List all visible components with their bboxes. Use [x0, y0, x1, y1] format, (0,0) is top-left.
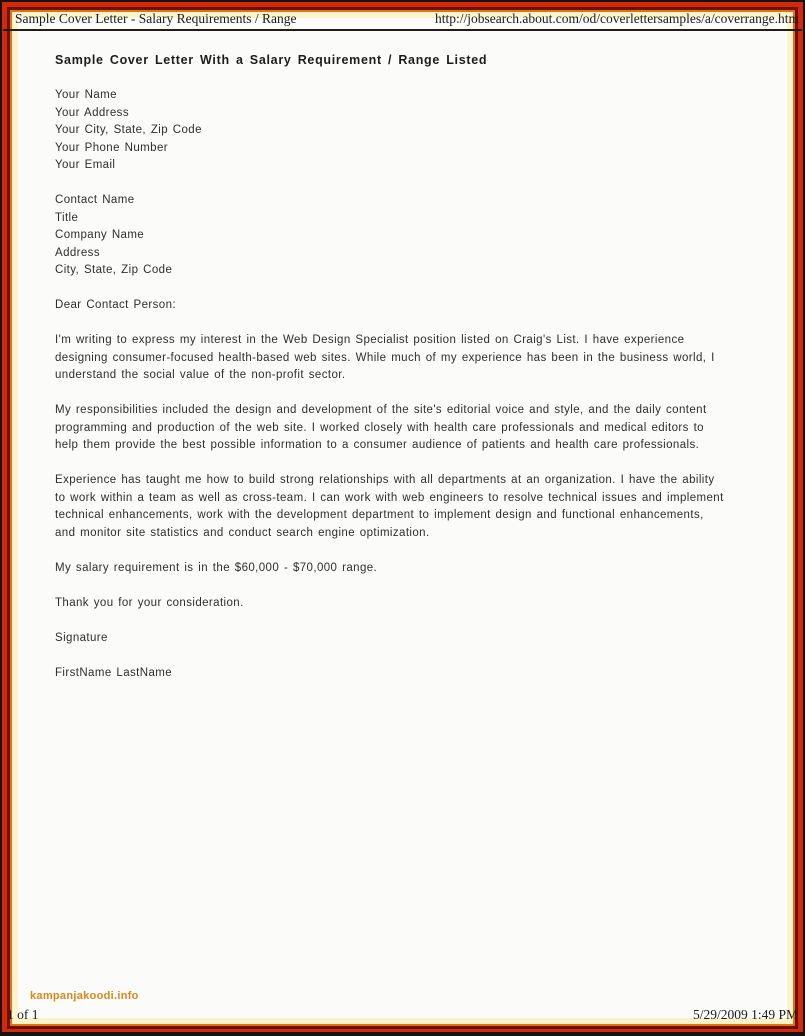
- paragraph-3: Experience has taught me how to build strong relationships with all departments at an organization. I have the ability to work within a team as well as cross-team. I can work with web engineers to resolve technical issues and implement technical enhancements, work with the development department to implement design and functional enhancements, and monitor site statistics and conduct search engine optimization.: [55, 474, 724, 539]
- watermark-text: kampanjakoodi.info: [30, 990, 139, 1002]
- sender-address-block: Your Name Your Address Your City, State, Zip Code Your Phone Number Your Email: [55, 89, 202, 171]
- print-header: [3, 0, 802, 31]
- print-header-url: http://jobsearch.about.com/od/coverlettersamples/a/coverrange.htm: [435, 11, 799, 26]
- print-datetime: 5/29/2009 1:49 PM: [692, 1007, 798, 1022]
- bottom-scan-bar: [0, 1032, 805, 1036]
- print-header-title: Sample Cover Letter - Salary Requirements / Range: [15, 11, 297, 26]
- signer-name: FirstName LastName: [55, 666, 173, 679]
- closing-line: Thank you for your consideration.: [55, 596, 244, 609]
- paragraph-2: My responsibilities included the design and development of the site's editorial voice and style, and the daily content programming and production of the web site. I worked closely with health care professionals and medical editors to help them provide the best possible information to a consumer audience of patients and health care professionals.: [55, 404, 707, 451]
- salary-requirement-line: My salary requirement is in the $60,000 - $70,000 range.: [55, 561, 378, 574]
- signature-label: Signature: [55, 631, 108, 644]
- letter-body: [55, 52, 765, 700]
- paragraph-1: I'm writing to express my interest in the Web Design Specialist position listed on Craig's List. I have experience designing consumer-focused health-based web sites. While much of my experience has been in the business world, I understand the social value of the non-profit sector.: [55, 334, 715, 381]
- page-number: 1 of 1: [7, 1007, 39, 1022]
- recipient-address-block: Contact Name Title Company Name Address City, State, Zip Code: [55, 194, 173, 276]
- salutation: Dear Contact Person:: [55, 299, 176, 311]
- letter-title: Sample Cover Letter With a Salary Requirement / Range Listed: [55, 53, 488, 67]
